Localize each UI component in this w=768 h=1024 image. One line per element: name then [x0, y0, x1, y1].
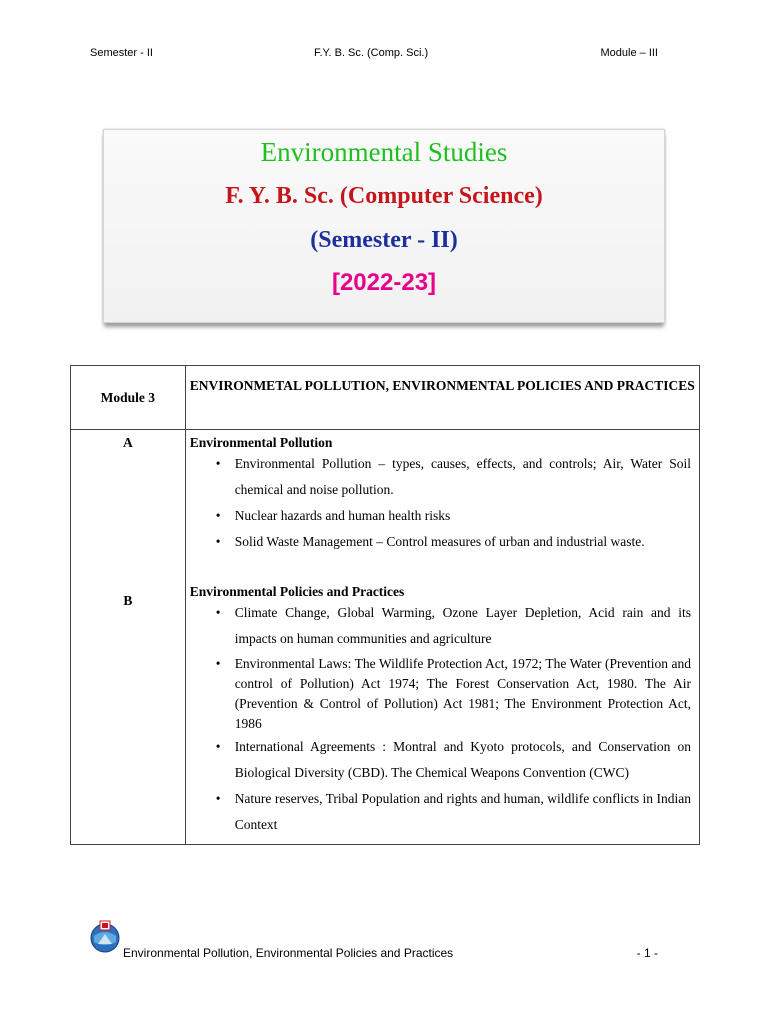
page-number: - 1 -	[636, 946, 658, 960]
list-item: • International Agreements : Montral and Kyoto protocols, and Conservation on Biological Diversity (CBD). The Chemical Weapons Convention (CWC)	[186, 734, 691, 786]
header-semester: Semester - II	[90, 47, 153, 59]
section-letters-cell	[71, 430, 186, 845]
table-header-row	[71, 366, 700, 430]
section-content-cell	[185, 430, 699, 845]
running-header	[90, 47, 658, 63]
module-title-cell	[185, 366, 699, 430]
module-table	[70, 365, 700, 845]
list-item: • Nature reserves, Tribal Population and rights and human, wildlife conflicts in Indian Context	[186, 786, 691, 844]
list-item: • Environmental Pollution – types, causes, effects, and controls; Air, Water Soil chemical and noise pollution.	[186, 451, 691, 503]
module-title: ENVIRONMETAL POLLUTION, ENVIRONMENTAL POLICIES AND PRACTICES	[189, 378, 695, 393]
section-b-title: Environmental Policies and Practices	[189, 584, 405, 599]
list-item: • Climate Change, Global Warming, Ozone Layer Depletion, Acid rain and its impacts on human communities and agriculture	[186, 600, 691, 652]
table-body-row	[71, 430, 700, 845]
section-a-title: Environmental Pollution	[189, 435, 333, 450]
list-item: • Environmental Laws: The Wildlife Protection Act, 1972; The Water (Prevention and control of Pollution) Act 1974; The Forest Conservation Act, 1980. The Air (Prevention & Control of Pollution) Act 1981; The Environment Protection Act, 1986	[186, 654, 691, 734]
academic-year: [2022-23]	[331, 269, 437, 296]
header-course: F.Y. B. Sc. (Comp. Sci.)	[314, 47, 429, 59]
section-letter-a: A	[122, 435, 133, 450]
section-letter-b: B	[123, 593, 133, 608]
page-footer	[89, 918, 658, 958]
semester-title: (Semester - II)	[310, 227, 458, 253]
module-label-cell	[71, 366, 186, 430]
institution-logo-icon	[89, 918, 121, 954]
subject-title: Environmental Studies	[260, 137, 508, 167]
footer-title: Environmental Pollution, Environmental Policies and Practices	[123, 946, 454, 960]
section-b-list	[186, 600, 699, 844]
module-label: Module 3	[100, 390, 156, 405]
title-box	[103, 129, 665, 323]
list-item: • Solid Waste Management – Control measures of urban and industrial waste.	[186, 529, 691, 555]
header-module: Module – III	[600, 47, 658, 59]
course-title: F. Y. B. Sc. (Computer Science)	[225, 183, 543, 209]
section-a-list	[186, 451, 699, 555]
list-item: • Nuclear hazards and human health risks	[186, 503, 691, 529]
